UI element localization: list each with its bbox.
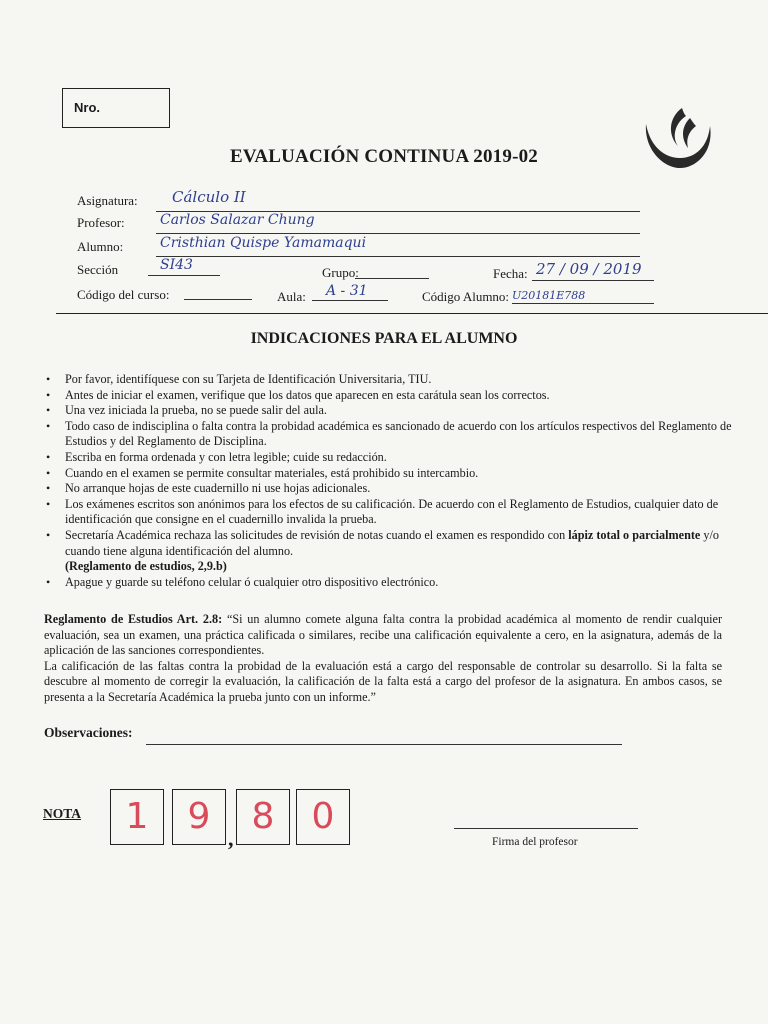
nota-label: NOTA — [43, 806, 82, 821]
profesor-value: Carlos Salazar Chung — [160, 212, 315, 228]
codigo-alumno-label: Código Alumno: — [422, 289, 510, 304]
list-item: • Antes de iniciar el examen, verifique que los datos que aparecen en esta carátula sean los correctos. — [46, 387, 550, 402]
fecha-label: Fecha: — [493, 266, 528, 281]
firma-label: Firma del profesor — [492, 836, 578, 848]
aula-value: A - 31 — [326, 283, 368, 299]
list-item: • Cuando en el examen se permite consultar materiales, está prohibido su intercambio. — [46, 465, 479, 480]
alumno-value: Cristhian Quispe Yamamaqui — [160, 235, 367, 251]
grade-digit-box: 0 — [296, 789, 350, 845]
list-item: • Por favor, identifíquese con su Tarjeta de Identificación Universitaria, TIU. — [46, 372, 432, 386]
seccion-value: SI43 — [160, 257, 193, 273]
profesor-label: Profesor: — [77, 215, 125, 230]
alumno-label: Alumno: — [77, 239, 124, 254]
fecha-value: 27 / 09 / 2019 — [536, 260, 642, 278]
grupo-label: Grupo: — [322, 265, 359, 280]
grade-digit-box: 8 — [236, 789, 290, 845]
divider — [56, 313, 768, 314]
grade-digit-box: 9 — [172, 789, 226, 845]
regulation-paragraph: La calificación de las faltas contra la probidad de la evaluación está a cargo del responsable de controlar su desarrollo. Si la falta se descubre al momento de corregir la evaluación, la calificación de la falta está a cargo del profesor de la asignatura. En ambos casos, se presenta a la Secretaría Académica la prueba junto con un informe.” — [44, 658, 722, 704]
grade-digit-box: 1 — [110, 789, 164, 845]
regulation-heading: Reglamento de Estudios Art. 2.8: — [44, 612, 223, 626]
codigo-curso-label: Código del curso: — [77, 287, 170, 302]
list-item: • Escriba en forma ordenada y con letra legible; cuide su redacción. — [46, 449, 387, 464]
instructions-title: INDICACIONES PARA EL ALUMNO — [250, 330, 518, 347]
instructions-list — [42, 372, 732, 590]
list-item: • Apague y guarde su teléfono celular ó cualquier otro dispositivo electrónico. — [46, 574, 439, 589]
asignatura-label: Asignatura: — [77, 193, 138, 208]
asignatura-value: Cálculo II — [172, 188, 246, 206]
grade-comma: , — [228, 826, 234, 851]
regulation-text — [44, 612, 722, 706]
exam-title: EVALUACIÓN CONTINUA 2019-02 — [229, 146, 539, 167]
nro-label: Nro. — [74, 100, 100, 115]
list-item: • Secretaría Académica rechaza las solicitudes de revisión de notas cuando el examen es respondido con lápiz total o parcialmente y/o cuando tiene alguna identificación del alumno. (Reglamento de estudios, 2,9.b) — [46, 527, 719, 574]
nro-box — [62, 88, 170, 128]
codigo-alumno-value: U20181E788 — [512, 289, 586, 302]
list-item: • No arranque hojas de este cuadernillo ni use hojas adicionales. — [46, 481, 371, 496]
list-item: • Una vez iniciada la prueba, no se puede salir del aula. — [46, 403, 327, 418]
list-item: • Todo caso de indisciplina o falta contra la probidad académica es sancionado de acuerdo con los artículos respectivos del Reglamento de Estudios y del Reglamento de Disciplina. — [46, 418, 732, 449]
regulation-paragraph: “Si un alumno comete alguna falta contra la probidad académica al momento de rendir cualquier evaluación, sea un examen, una práctica calificada o similares, recibe una calificación equivalente a cero, en la asignatura, además de la aplicación de las sanciones correspondientes. — [44, 612, 723, 658]
signature-line — [454, 828, 638, 829]
list-item: • Los exámenes escritos son anónimos para los efectos de su calificación. De acuerdo con el Reglamento de Estudios, cualquier dato de identificación que consigne en el cuadernillo invalida la prueba. — [46, 496, 719, 527]
seccion-label: Sección — [77, 262, 119, 277]
observaciones-label: Observaciones: — [44, 725, 133, 740]
observaciones-line — [146, 744, 622, 745]
aula-label: Aula: — [277, 289, 306, 304]
